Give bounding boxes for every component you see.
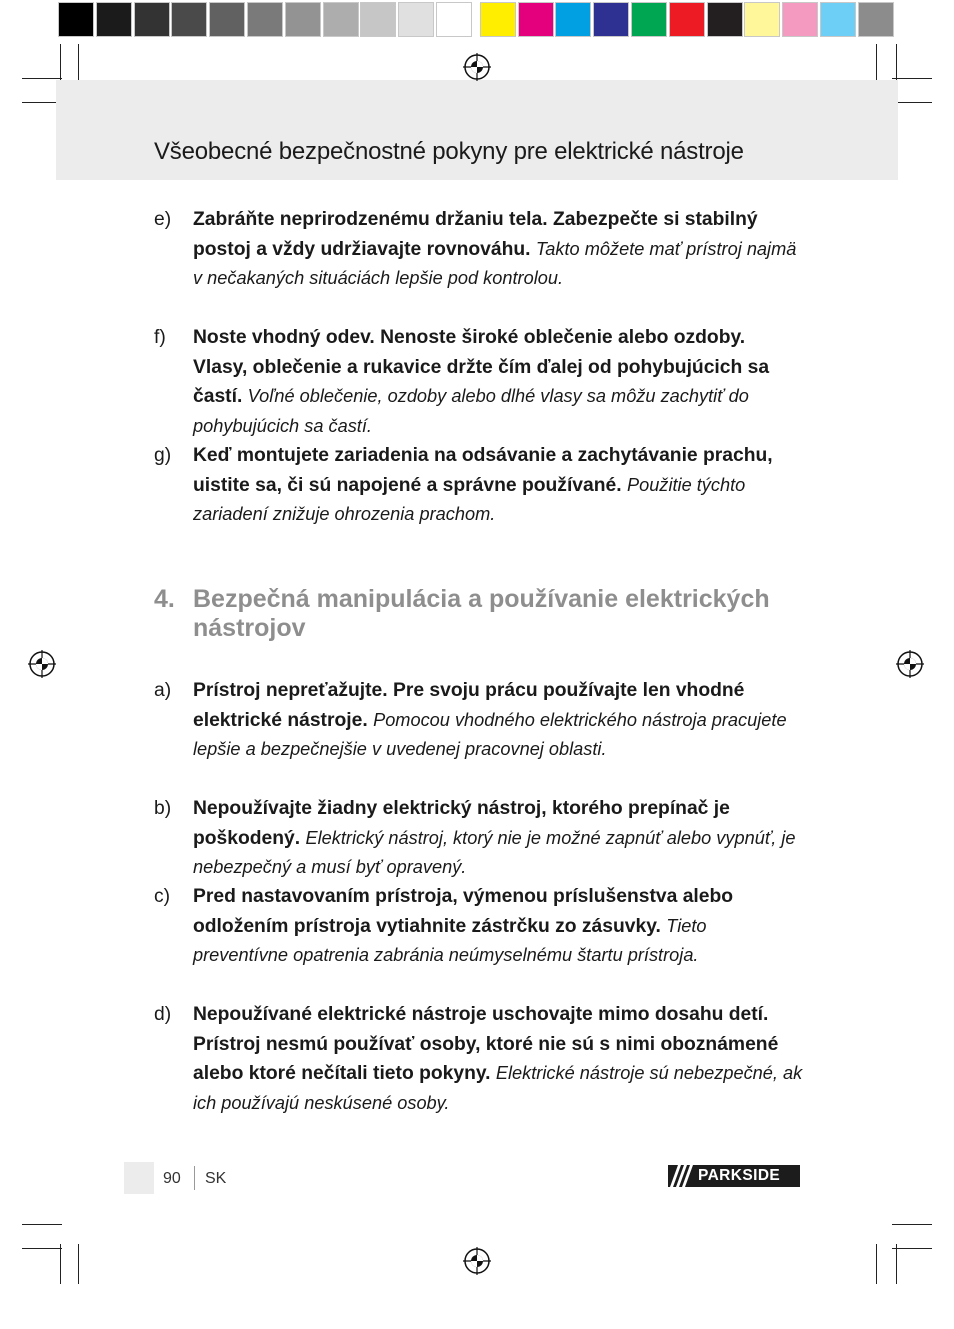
color-swatch: [134, 2, 170, 37]
brand-logo: [668, 1165, 800, 1187]
list-item: [154, 882, 804, 971]
item-bold-text: Zabráňte neprirodzenému držaniu tela. Zabezpečte si stabilný postoj a vždy udržiavajte rovnováhu.: [193, 209, 758, 260]
item-bold-text: Noste vhodný odev. Nenoste široké oblečenie alebo ozdoby. Vlasy, oblečenie a rukavice držte čím ďalej od pohybujúcich sa častí.: [193, 327, 770, 407]
item-letter: c): [154, 886, 171, 907]
color-swatch: [209, 2, 245, 37]
color-swatch: [518, 2, 554, 37]
page-header-title: Všeobecné bezpečnostné pokyny pre elektrické nástroje: [154, 138, 744, 165]
color-swatch: [436, 2, 472, 37]
color-swatch: [398, 2, 434, 37]
color-swatch: [555, 2, 591, 37]
color-swatch: [247, 2, 283, 37]
item-bold-text: Nepoužívajte žiadny elektrický nástroj, ktorého prepínač je poškodený.: [193, 798, 730, 849]
list-item: [154, 1000, 804, 1118]
footer-divider: [194, 1166, 195, 1190]
item-letter: b): [154, 798, 172, 819]
item-italic-text: Elektrické nástroje sú nebezpečné, ak ich používajú neskúsené osoby.: [193, 1063, 803, 1113]
color-swatch: [360, 2, 396, 37]
color-calibration-bar: [58, 2, 896, 38]
registration-mark-icon: [463, 53, 491, 81]
item-letter: e): [154, 209, 172, 230]
footer-tab: [124, 1162, 154, 1194]
color-swatch: [593, 2, 629, 37]
color-swatch: [631, 2, 667, 37]
section-number: 4.: [154, 585, 175, 613]
registration-mark-icon: [896, 650, 924, 678]
color-swatch: [58, 2, 94, 37]
item-italic-text: Tieto preventívne opatrenia zabránia neúmyselnému štartu prístroja.: [193, 915, 707, 965]
item-letter: f): [154, 327, 166, 348]
item-bold-text: Pred nastavovaním prístroja, výmenou príslušenstva alebo odložením prístroja vytiahnite zástrčku zo zásuvky.: [193, 886, 734, 937]
brand-stripes-icon: [668, 1165, 696, 1187]
list-item: [154, 794, 804, 883]
page-number: 90: [163, 1170, 181, 1187]
registration-mark-icon: [463, 1247, 491, 1275]
item-italic-text: Elektrický nástroj, ktorý nie je možné zapnúť alebo vypnúť, je nebezpečný a musí byť opravený.: [193, 827, 796, 877]
item-letter: a): [154, 680, 172, 701]
list-item: [154, 441, 804, 530]
section-title: Bezpečná manipulácia a používanie elektrických nástrojov: [193, 585, 770, 642]
color-swatch: [480, 2, 516, 37]
list-item: [154, 205, 804, 294]
color-swatch: [285, 2, 321, 37]
item-italic-text: Takto môžete mať prístroj najmä v nečakaných situáciách lepšie pod kontrolou.: [193, 238, 797, 288]
item-italic-text: Pomocou vhodného elektrického nástroja pracujete lepšie a bezpečnejšie v uvedenej pracovnej oblasti.: [193, 709, 787, 759]
color-swatch: [820, 2, 856, 37]
color-swatch: [744, 2, 780, 37]
item-bold-text: Nepoužívané elektrické nástroje uschovajte mimo dosahu detí. Prístroj nesmú používať osoby, ktoré nie sú s nimi oboznámené alebo ktoré nečítali tieto pokyny.: [193, 1004, 779, 1084]
brand-name: PARKSIDE: [698, 1167, 781, 1184]
color-swatch: [782, 2, 818, 37]
registration-mark-icon: [28, 650, 56, 678]
color-swatch: [669, 2, 705, 37]
list-item: [154, 323, 804, 441]
item-letter: d): [154, 1004, 172, 1025]
item-letter: g): [154, 445, 172, 466]
item-italic-text: Voľné oblečenie, ozdoby alebo dlhé vlasy sa môžu zachytiť do pohybujúcich sa častí.: [193, 386, 749, 436]
color-swatch: [323, 2, 359, 37]
list-item: [154, 676, 804, 765]
item-bold-text: Prístroj nepreťažujte. Pre svoju prácu používajte len vhodné elektrické nástroje.: [193, 680, 745, 731]
color-swatch: [96, 2, 132, 37]
item-italic-text: Použitie týchto zariadení znižuje ohrozenia prachom.: [193, 474, 746, 524]
color-swatch: [171, 2, 207, 37]
color-swatch: [707, 2, 743, 37]
item-bold-text: Keď montujete zariadenia na odsávanie a zachytávanie prachu, uistite sa, či sú napojené a správne používané.: [193, 445, 773, 496]
language-code: SK: [205, 1170, 227, 1187]
color-swatch: [858, 2, 894, 37]
